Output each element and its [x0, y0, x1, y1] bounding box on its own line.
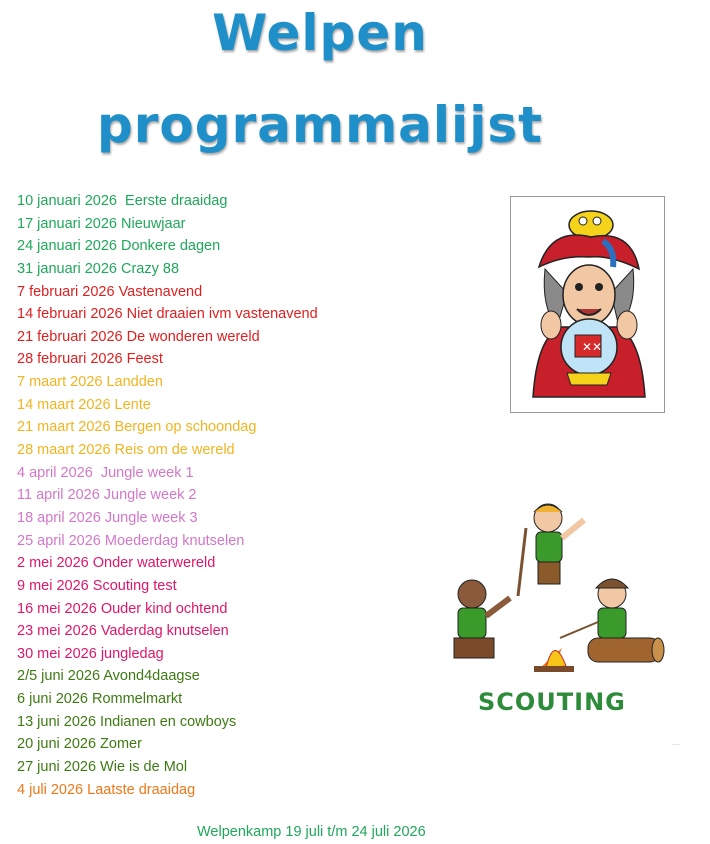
svg-text:✕✕: ✕✕	[582, 340, 603, 354]
program-item: 7 februari 2026 Vastenavend	[17, 283, 203, 300]
program-item: 10 januari 2026 Eerste draaidag	[17, 193, 228, 209]
scouting-illustration	[444, 498, 674, 728]
program-item: 16 mei 2026 Ouder kind ochtend	[17, 600, 228, 617]
program-item: 2/5 juni 2026 Avond4daagse	[17, 668, 200, 685]
fortune-teller-icon	[511, 197, 664, 412]
program-item: 6 juni 2026 Rommelmarkt	[17, 691, 183, 708]
program-item: 14 maart 2026 Lente	[17, 396, 151, 413]
program-item: 13 juni 2026 Indianen en cowboys	[17, 713, 237, 730]
program-item: 21 februari 2026 De wonderen wereld	[17, 328, 260, 345]
image-credit-mark: ·····	[672, 742, 681, 748]
program-item: 18 april 2026 Jungle week 3	[17, 509, 198, 526]
program-item: 28 maart 2026 Reis om de wereld	[17, 442, 235, 459]
program-item: 21 maart 2026 Bergen op schoondag	[17, 419, 257, 436]
program-item: 4 juli 2026 Laatste draaidag	[17, 781, 196, 798]
wizard-illustration	[510, 196, 665, 413]
program-item: 23 mei 2026 Vaderdag knutselen	[17, 623, 229, 640]
program-item: 20 juni 2026 Zomer	[17, 736, 142, 753]
program-list	[17, 190, 318, 801]
program-item: 27 juni 2026 Wie is de Mol	[17, 759, 188, 776]
program-item: 7 maart 2026 Landden	[17, 374, 163, 391]
program-item: 4 april 2026 Jungle week 1	[17, 464, 194, 481]
title-line-2: programmalijst	[96, 96, 543, 154]
program-item: 28 februari 2026 Feest	[17, 351, 163, 368]
program-item: 31 januari 2026 Crazy 88	[17, 260, 180, 277]
program-item: 2 mei 2026 Onder waterwereld	[17, 555, 216, 572]
camp-note: Welpenkamp 19 juli t/m 24 juli 2026	[197, 824, 426, 840]
program-item: 14 februari 2026 Niet draaien ivm vastenavend	[17, 306, 318, 323]
program-item: 17 januari 2026 Nieuwjaar	[17, 215, 186, 232]
scouts-campfire-icon	[444, 498, 674, 688]
title-line-1: Welpen	[212, 4, 428, 62]
program-item: 25 april 2026 Moederdag knutselen	[17, 532, 245, 549]
program-item: 9 mei 2026 Scouting test	[17, 577, 177, 594]
program-item: 30 mei 2026 jungledag	[17, 645, 164, 662]
program-item: 11 april 2026 Jungle week 2	[17, 487, 197, 504]
scouting-logo-text: SCOUTING	[478, 688, 626, 716]
program-item: 24 januari 2026 Donkere dagen	[17, 238, 221, 255]
